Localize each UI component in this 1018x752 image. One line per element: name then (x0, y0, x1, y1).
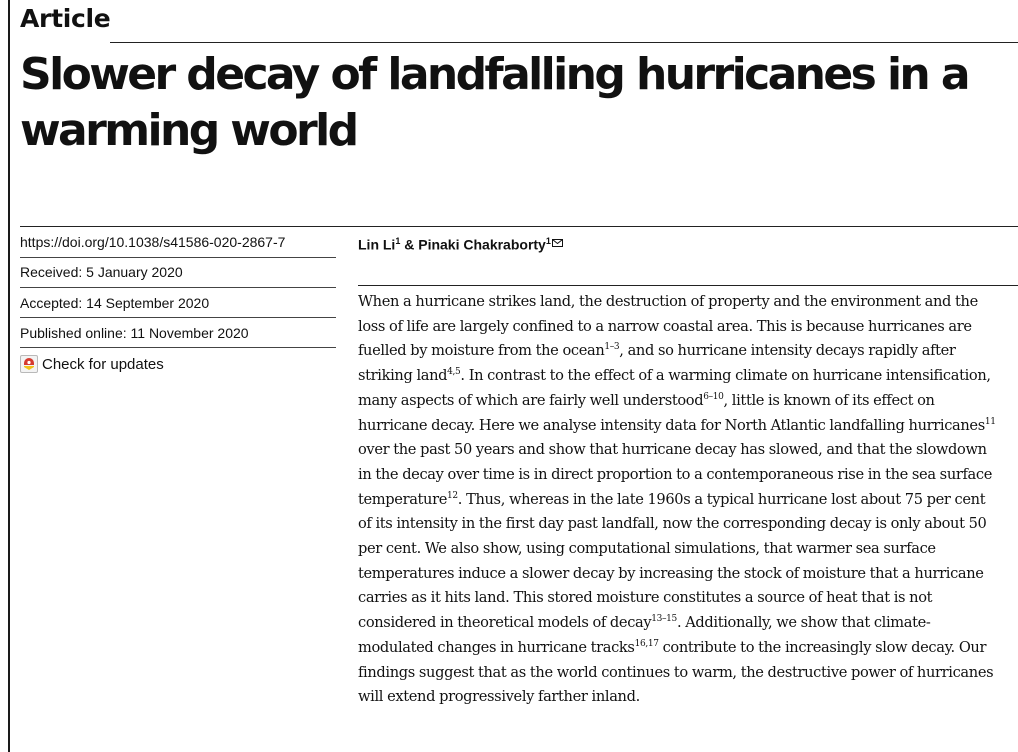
article-type-label: Article (20, 4, 111, 33)
affiliation-ref: 1 (395, 236, 401, 246)
article-title: Slower decay of landfalling hurricanes in a warming world (20, 49, 968, 156)
abstract-text: , little is known of its effect on hurricane decay. Here we analyse intensity data for North Atlantic landfalling hurricanes (358, 391, 985, 434)
abstract-text: . Additionally, we show that climate-modulated changes in hurricane tracks (358, 614, 931, 656)
abstract (358, 290, 998, 710)
abstract-text: . In contrast to the effect of a warming climate on hurricane intensification, many aspects of which are fairly well understood (358, 367, 991, 409)
citation-ref[interactable]: 1–3 (604, 342, 620, 353)
citation-ref[interactable]: 16,17 (634, 638, 659, 649)
author-name[interactable]: Lin Li (358, 236, 396, 253)
check-for-updates-label: Check for updates (42, 355, 164, 373)
author-separator: & (400, 236, 419, 253)
meta-divider (20, 287, 336, 288)
published-date: Published online: 11 November 2020 (20, 325, 249, 341)
meta-divider (20, 347, 336, 348)
citation-ref[interactable]: 13–15 (651, 614, 677, 625)
citation-ref[interactable]: 6–10 (703, 391, 724, 402)
abstract-text: . Thus, whereas in the late 1960s a typical hurricane lost about 75 per cent of its intensity in the first day past landfall, now the corresponding decay is only about 50 per cent. We also show, using computational simulations, that warmer sea surface temperatures induce a slower decay by increasing the stock of moisture that a hurricane carries as it hits land. This stored moisture constitutes a source of heat that is not considered in theoretical models of decay (358, 490, 987, 632)
author-list (358, 231, 563, 255)
abstract-text: contribute to the increasingly slow decay. Our findings suggest that as the world continues to warm, the destructive power of hurricanes will extend progressively farther inland. (358, 638, 994, 706)
citation-ref[interactable]: 12 (447, 490, 458, 501)
doi-link[interactable]: https://doi.org/10.1038/s41586-020-2867-7 (20, 234, 286, 250)
abstract-text: over the past 50 years and show that hurricane decay has slowed, and that the slowdown in the decay over time is in direct proportion to a contemporaneous rise in the sea surface temperature (358, 441, 993, 508)
metadata-top-rule (20, 226, 1018, 227)
left-margin-rule (8, 0, 10, 752)
citation-ref[interactable]: 4,5 (447, 367, 461, 378)
abstract-text: , and so hurricane intensity decays rapidly after striking land (358, 342, 956, 385)
accepted-date: Accepted: 14 September 2020 (20, 295, 210, 311)
check-for-updates-button[interactable] (20, 353, 164, 375)
envelope-icon[interactable] (552, 232, 563, 252)
meta-divider (20, 317, 336, 318)
affiliation-ref: 1 (545, 236, 551, 246)
citation-ref[interactable]: 11 (984, 416, 996, 427)
author-name[interactable]: Pinaki Chakraborty (418, 236, 546, 253)
abstract-top-rule (358, 285, 1018, 286)
abstract-text: When a hurricane strikes land, the destruction of property and the environment and the loss of life are largely confined to a narrow coastal area. This is because hurricanes are fuelled by moisture from the ocean (358, 293, 978, 360)
check-for-updates-icon (20, 355, 38, 373)
meta-divider (20, 257, 336, 258)
received-date: Received: 5 January 2020 (20, 264, 183, 280)
header-rule (110, 42, 1018, 43)
